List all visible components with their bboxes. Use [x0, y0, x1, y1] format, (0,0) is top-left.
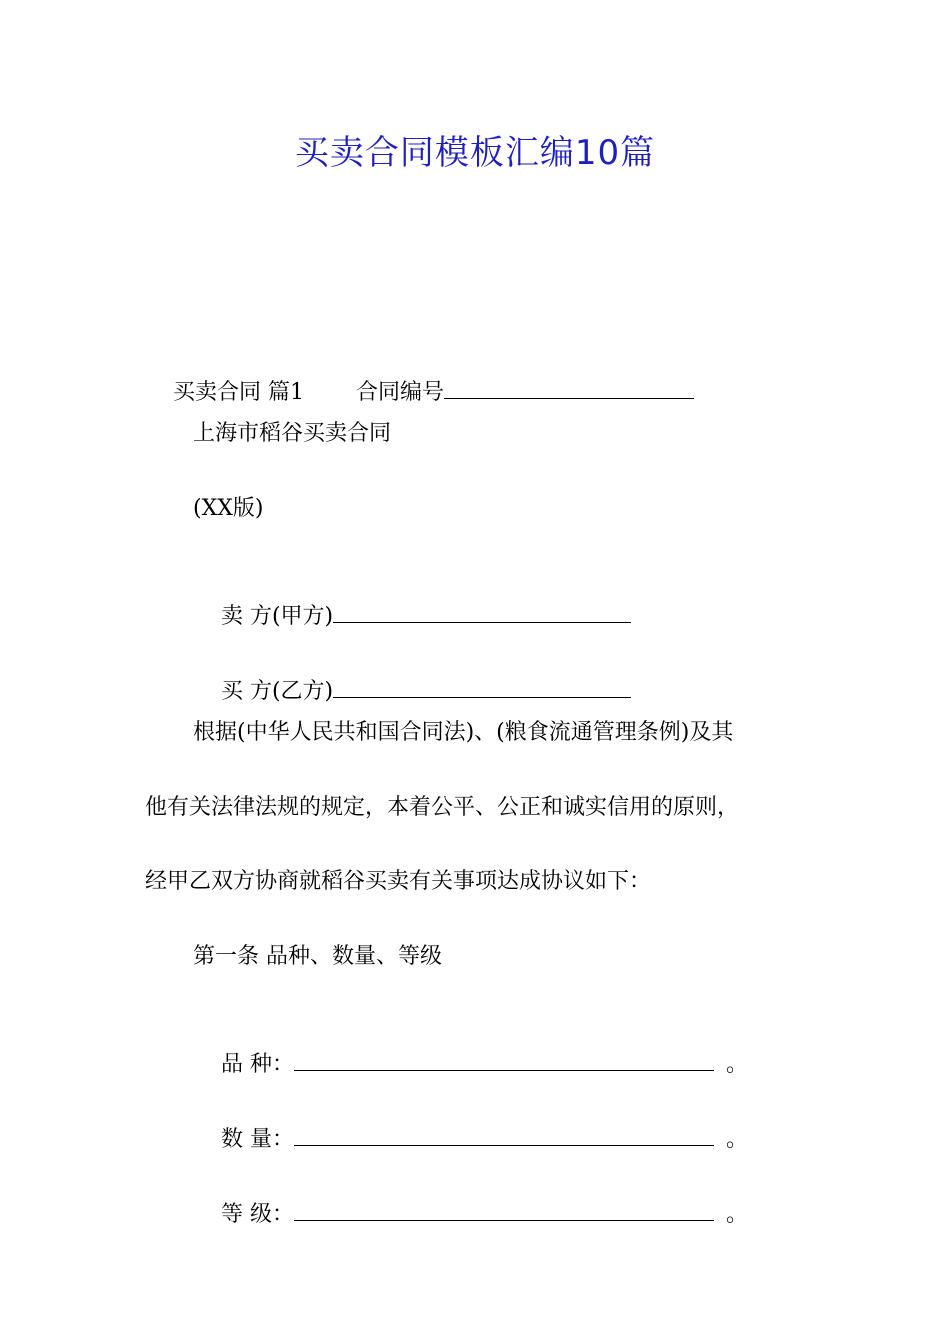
buyer-label: 买 方(乙方) — [220, 679, 334, 704]
quantity-label: 数 量： — [220, 1127, 294, 1152]
buyer-blank[interactable] — [333, 675, 631, 698]
variety-blank[interactable] — [294, 1048, 714, 1071]
seller-blank[interactable] — [333, 600, 631, 623]
quantity-blank[interactable] — [294, 1123, 714, 1146]
quantity-end-mark: 。 — [725, 1127, 748, 1152]
grade-label: 等 级： — [220, 1202, 294, 1227]
grade-blank[interactable] — [294, 1198, 714, 1221]
contract-section-label: 买卖合同 篇1 — [172, 380, 304, 405]
seller-label: 卖 方(甲方) — [220, 604, 334, 629]
intro-line-2: 他有关法律法规的规定，本着公平、公正和诚实信用的原则， — [145, 795, 740, 820]
grade-line — [193, 1166, 748, 1263]
article1-heading: 第一条 品种、数量、等级 — [193, 944, 442, 969]
contract-no-blank[interactable] — [444, 376, 694, 399]
variety-end-mark: 。 — [725, 1052, 748, 1077]
doc-title: 上海市稻谷买卖合同 — [193, 421, 392, 446]
variety-label: 品 种： — [220, 1052, 294, 1077]
contract-no-label: 合同编号 — [355, 380, 444, 405]
page-title: 买卖合同模板汇编10篇 — [294, 133, 656, 173]
intro-line-1: 根据(中华人民共和国合同法)、(粮食流通管理条例)及其 — [193, 720, 734, 745]
intro-line-3: 经甲乙双方协商就稻谷买卖有关事项达成协议如下： — [145, 869, 652, 894]
grade-end-mark: 。 — [725, 1202, 748, 1227]
edition-label: (XX版) — [193, 496, 264, 521]
